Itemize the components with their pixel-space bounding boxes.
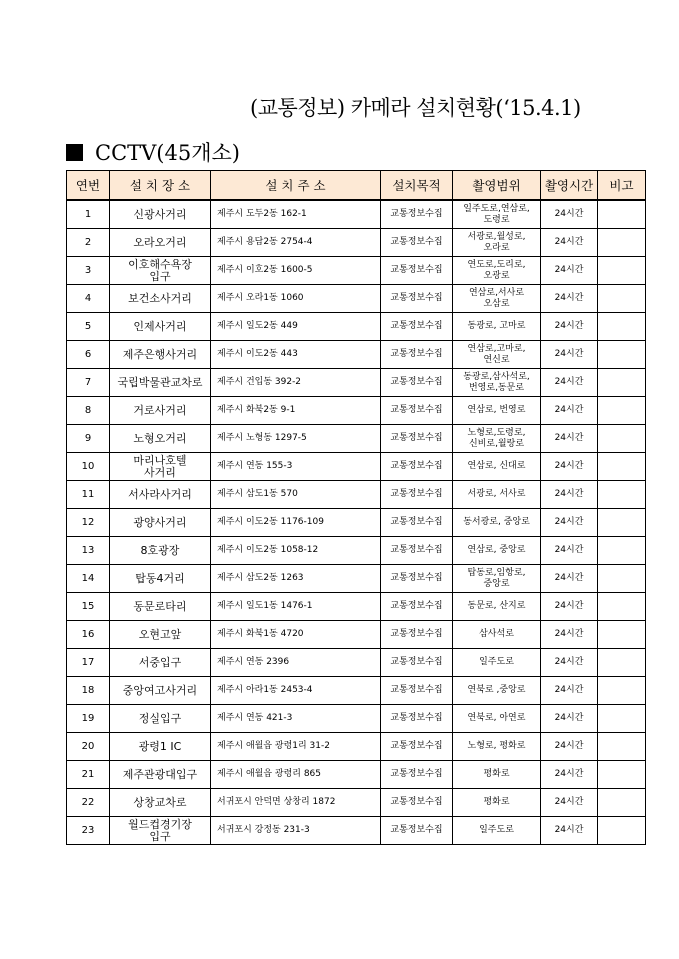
cell-note xyxy=(598,621,646,649)
cell-note xyxy=(598,537,646,565)
section-title: CCTV(45개소) xyxy=(95,141,240,165)
table-row xyxy=(67,481,646,509)
cell-no: 20 xyxy=(67,733,110,761)
cell-range: 동문로, 산지로 xyxy=(453,593,541,621)
cell-place: 마리나호텔 사거리 xyxy=(110,453,211,481)
cell-time: 24시간 xyxy=(541,789,598,817)
cell-note xyxy=(598,789,646,817)
table-header-row xyxy=(67,171,646,201)
cell-purpose: 교통정보수집 xyxy=(381,425,453,453)
cell-address: 제주시 일도1동 1476-1 xyxy=(211,593,381,621)
cell-range: 노형로,도령로, 신비로,월랑로 xyxy=(453,425,541,453)
cell-no: 1 xyxy=(67,200,110,229)
header-purpose: 설치목적 xyxy=(381,171,453,201)
cell-note xyxy=(598,425,646,453)
table-row xyxy=(67,733,646,761)
cell-purpose: 교통정보수집 xyxy=(381,705,453,733)
cell-place: 거로사거리 xyxy=(110,397,211,425)
cell-range: 일주도로,연삼로, 도령로 xyxy=(453,200,541,229)
cell-place: 8호광장 xyxy=(110,537,211,565)
cell-note xyxy=(598,565,646,593)
table-row xyxy=(67,705,646,733)
cell-note xyxy=(598,593,646,621)
cell-purpose: 교통정보수집 xyxy=(381,397,453,425)
cell-place: 탑동4거리 xyxy=(110,565,211,593)
cell-place: 월드컵경기장 입구 xyxy=(110,817,211,845)
cell-no: 15 xyxy=(67,593,110,621)
table-body xyxy=(67,200,646,845)
cell-range: 서광로, 서사로 xyxy=(453,481,541,509)
cell-note xyxy=(598,705,646,733)
cell-purpose: 교통정보수집 xyxy=(381,229,453,257)
table-row xyxy=(67,593,646,621)
cell-place: 서중입구 xyxy=(110,649,211,677)
cell-note xyxy=(598,509,646,537)
cell-address: 제주시 화북1동 4720 xyxy=(211,621,381,649)
cell-address: 제주시 연동 2396 xyxy=(211,649,381,677)
cell-no: 17 xyxy=(67,649,110,677)
cell-time: 24시간 xyxy=(541,733,598,761)
cell-time: 24시간 xyxy=(541,537,598,565)
cell-range: 노형로, 평화로 xyxy=(453,733,541,761)
cell-purpose: 교통정보수집 xyxy=(381,733,453,761)
cell-range: 동광로, 고마로 xyxy=(453,313,541,341)
cell-range: 동광로,삼사석로, 번영로,동문로 xyxy=(453,369,541,397)
cell-place: 광령1 IC xyxy=(110,733,211,761)
cell-no: 16 xyxy=(67,621,110,649)
cell-note xyxy=(598,200,646,229)
cell-purpose: 교통정보수집 xyxy=(381,200,453,229)
cell-purpose: 교통정보수집 xyxy=(381,257,453,285)
cell-note xyxy=(598,341,646,369)
cell-address: 제주시 화북2동 9-1 xyxy=(211,397,381,425)
cell-no: 5 xyxy=(67,313,110,341)
cell-address: 서귀포시 안덕면 상창리 1872 xyxy=(211,789,381,817)
cell-time: 24시간 xyxy=(541,621,598,649)
cell-no: 6 xyxy=(67,341,110,369)
cell-time: 24시간 xyxy=(541,200,598,229)
cell-range: 서광로,월성로, 오라로 xyxy=(453,229,541,257)
cell-range: 일주도로 xyxy=(453,817,541,845)
table-row xyxy=(67,509,646,537)
table-row xyxy=(67,257,646,285)
table-row xyxy=(67,453,646,481)
table-row xyxy=(67,789,646,817)
square-bullet-icon xyxy=(66,144,83,161)
cell-place: 광양사거리 xyxy=(110,509,211,537)
cell-address: 제주시 노형동 1297-5 xyxy=(211,425,381,453)
cell-purpose: 교통정보수집 xyxy=(381,593,453,621)
cell-no: 22 xyxy=(67,789,110,817)
header-note: 비고 xyxy=(598,171,646,201)
cell-time: 24시간 xyxy=(541,565,598,593)
table-row xyxy=(67,285,646,313)
cell-no: 11 xyxy=(67,481,110,509)
cell-no: 9 xyxy=(67,425,110,453)
cell-time: 24시간 xyxy=(541,453,598,481)
cell-note xyxy=(598,313,646,341)
cctv-table xyxy=(66,170,646,845)
cell-range: 평화로 xyxy=(453,789,541,817)
cell-purpose: 교통정보수집 xyxy=(381,453,453,481)
cell-time: 24시간 xyxy=(541,481,598,509)
cell-no: 19 xyxy=(67,705,110,733)
cell-place: 국립박물관교차로 xyxy=(110,369,211,397)
cell-note xyxy=(598,817,646,845)
cell-time: 24시간 xyxy=(541,313,598,341)
cell-range: 연삼로,서사로 오삼로 xyxy=(453,285,541,313)
cell-note xyxy=(598,229,646,257)
cell-address: 제주시 연동 155-3 xyxy=(211,453,381,481)
cell-note xyxy=(598,285,646,313)
table-row xyxy=(67,369,646,397)
document-title: (교통정보) 카메라 설치현황(‘15.4.1) xyxy=(250,96,581,120)
cell-address: 제주시 이도2동 443 xyxy=(211,341,381,369)
cell-purpose: 교통정보수집 xyxy=(381,761,453,789)
cell-no: 7 xyxy=(67,369,110,397)
cell-time: 24시간 xyxy=(541,761,598,789)
cell-note xyxy=(598,481,646,509)
cell-no: 3 xyxy=(67,257,110,285)
cell-address: 제주시 용담2동 2754-4 xyxy=(211,229,381,257)
cell-address: 제주시 건입동 392-2 xyxy=(211,369,381,397)
cell-range: 일주도로 xyxy=(453,649,541,677)
cell-address: 제주시 오라1동 1060 xyxy=(211,285,381,313)
cell-no: 23 xyxy=(67,817,110,845)
header-time: 촬영시간 xyxy=(541,171,598,201)
cell-place: 중앙여고사거리 xyxy=(110,677,211,705)
cell-place: 신광사거리 xyxy=(110,200,211,229)
cell-address: 제주시 일도2동 449 xyxy=(211,313,381,341)
cell-purpose: 교통정보수집 xyxy=(381,621,453,649)
cell-purpose: 교통정보수집 xyxy=(381,817,453,845)
cell-address: 제주시 아라1동 2453-4 xyxy=(211,677,381,705)
cell-purpose: 교통정보수집 xyxy=(381,565,453,593)
table-row xyxy=(67,537,646,565)
table-row xyxy=(67,229,646,257)
cell-range: 연삼로, 중앙로 xyxy=(453,537,541,565)
cell-purpose: 교통정보수집 xyxy=(381,649,453,677)
header-no: 연번 xyxy=(67,171,110,201)
cell-no: 8 xyxy=(67,397,110,425)
table-row xyxy=(67,565,646,593)
cell-range: 동서광로, 중앙로 xyxy=(453,509,541,537)
cell-address: 제주시 도두2동 162-1 xyxy=(211,200,381,229)
cell-place: 제주은행사거리 xyxy=(110,341,211,369)
cell-range: 연삼로,고마로, 연신로 xyxy=(453,341,541,369)
table-row xyxy=(67,397,646,425)
cell-place: 정실입구 xyxy=(110,705,211,733)
cell-purpose: 교통정보수집 xyxy=(381,509,453,537)
cell-purpose: 교통정보수집 xyxy=(381,341,453,369)
cell-purpose: 교통정보수집 xyxy=(381,677,453,705)
cell-no: 2 xyxy=(67,229,110,257)
cell-time: 24시간 xyxy=(541,257,598,285)
cell-address: 제주시 이도2동 1176-109 xyxy=(211,509,381,537)
cell-place: 동문로타리 xyxy=(110,593,211,621)
cell-range: 탑동로,임항로, 중앙로 xyxy=(453,565,541,593)
cell-purpose: 교통정보수집 xyxy=(381,481,453,509)
cell-no: 10 xyxy=(67,453,110,481)
cell-place: 상창교차로 xyxy=(110,789,211,817)
cell-purpose: 교통정보수집 xyxy=(381,369,453,397)
cell-note xyxy=(598,397,646,425)
cell-address: 제주시 삼도2동 1263 xyxy=(211,565,381,593)
cell-time: 24시간 xyxy=(541,649,598,677)
cell-no: 18 xyxy=(67,677,110,705)
table-row xyxy=(67,425,646,453)
header-place: 설 치 장 소 xyxy=(110,171,211,201)
cell-time: 24시간 xyxy=(541,705,598,733)
cell-note xyxy=(598,453,646,481)
cell-address: 제주시 애월읍 광령리 865 xyxy=(211,761,381,789)
cell-range: 연북로 ,중앙로 xyxy=(453,677,541,705)
cell-range: 연삼로, 번영로 xyxy=(453,397,541,425)
header-range: 촬영범위 xyxy=(453,171,541,201)
cell-purpose: 교통정보수집 xyxy=(381,285,453,313)
cell-note xyxy=(598,257,646,285)
cell-range: 평화로 xyxy=(453,761,541,789)
cell-address: 제주시 연동 421-3 xyxy=(211,705,381,733)
cell-address: 서귀포시 강정동 231-3 xyxy=(211,817,381,845)
cell-purpose: 교통정보수집 xyxy=(381,313,453,341)
table-row xyxy=(67,761,646,789)
cell-range: 연도로,도리로, 오광로 xyxy=(453,257,541,285)
cell-place: 이호해수욕장 입구 xyxy=(110,257,211,285)
cell-time: 24시간 xyxy=(541,677,598,705)
cell-time: 24시간 xyxy=(541,341,598,369)
table-row xyxy=(67,677,646,705)
table-row xyxy=(67,649,646,677)
cell-note xyxy=(598,677,646,705)
cell-address: 제주시 삼도1동 570 xyxy=(211,481,381,509)
cell-address: 제주시 애월읍 광령1리 31-2 xyxy=(211,733,381,761)
cell-time: 24시간 xyxy=(541,509,598,537)
table-row xyxy=(67,313,646,341)
cell-purpose: 교통정보수집 xyxy=(381,789,453,817)
cell-time: 24시간 xyxy=(541,817,598,845)
cell-place: 서사라사거리 xyxy=(110,481,211,509)
table-row xyxy=(67,621,646,649)
cell-range: 연삼로, 신대로 xyxy=(453,453,541,481)
section-heading xyxy=(66,137,240,167)
cell-place: 오라오거리 xyxy=(110,229,211,257)
cell-no: 12 xyxy=(67,509,110,537)
cell-no: 21 xyxy=(67,761,110,789)
cell-no: 14 xyxy=(67,565,110,593)
cell-place: 인제사거리 xyxy=(110,313,211,341)
table-row xyxy=(67,817,646,845)
cell-purpose: 교통정보수집 xyxy=(381,537,453,565)
cell-place: 보건소사거리 xyxy=(110,285,211,313)
cell-note xyxy=(598,649,646,677)
cell-time: 24시간 xyxy=(541,285,598,313)
cell-no: 4 xyxy=(67,285,110,313)
cell-address: 제주시 이도2동 1058-12 xyxy=(211,537,381,565)
cell-time: 24시간 xyxy=(541,397,598,425)
table-row xyxy=(67,200,646,229)
header-address: 설 치 주 소 xyxy=(211,171,381,201)
cell-place: 제주관광대입구 xyxy=(110,761,211,789)
cell-place: 오현고앞 xyxy=(110,621,211,649)
table-row xyxy=(67,341,646,369)
cell-address: 제주시 이호2동 1600-5 xyxy=(211,257,381,285)
cell-time: 24시간 xyxy=(541,229,598,257)
cell-range: 삼사석로 xyxy=(453,621,541,649)
cell-time: 24시간 xyxy=(541,369,598,397)
cell-no: 13 xyxy=(67,537,110,565)
cell-time: 24시간 xyxy=(541,425,598,453)
cell-time: 24시간 xyxy=(541,593,598,621)
cell-note xyxy=(598,761,646,789)
cell-note xyxy=(598,733,646,761)
cell-range: 연북로, 아연로 xyxy=(453,705,541,733)
cell-place: 노형오거리 xyxy=(110,425,211,453)
cell-note xyxy=(598,369,646,397)
